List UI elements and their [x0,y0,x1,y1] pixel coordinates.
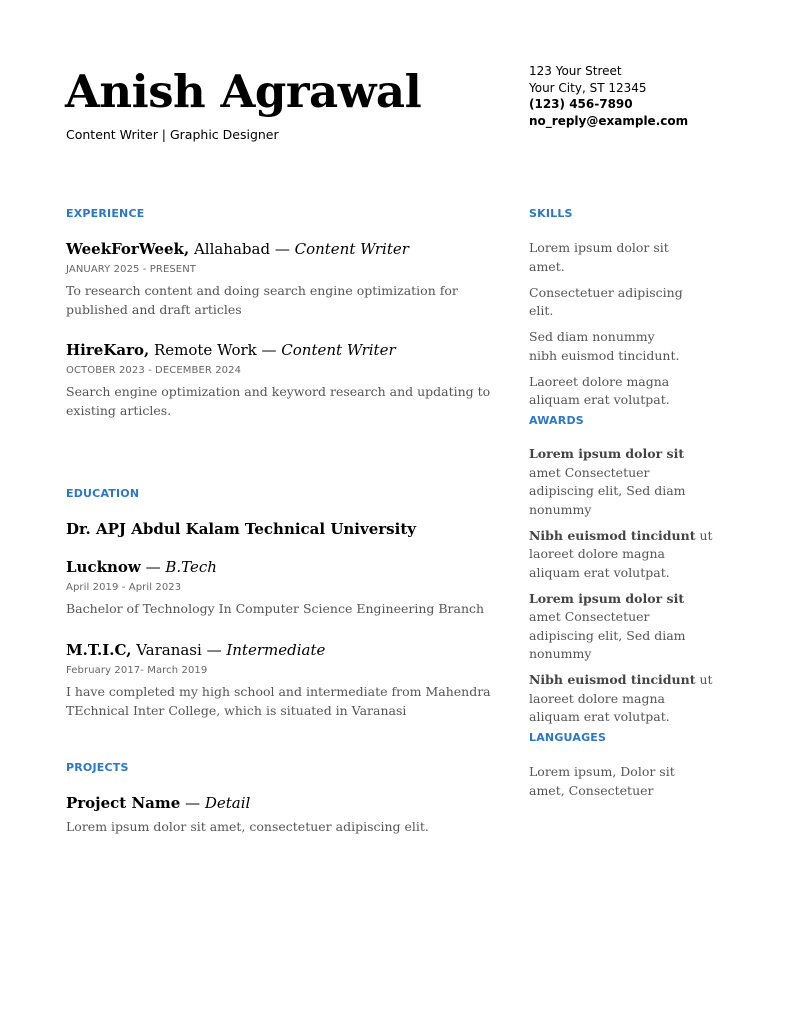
experience-role: Content Writer [281,341,396,359]
experience-org: HireKaro, [66,341,150,359]
candidate-tagline: Content Writer | Graphic Designer [66,127,279,142]
award-text: ut laoreet dolore magna aliquam erat volutpat. [529,672,713,724]
education-dates: February 2017- March 2019 [66,665,208,676]
education-university [66,520,416,538]
award-item [529,590,714,664]
education-role: B.Tech [165,558,217,576]
languages-text: Lorem ipsum, Dolor sit amet, Consectetuer [529,764,675,798]
contact-phone: (123) 456-7890 [529,97,633,111]
education-org: M.T.I.C, [66,641,132,659]
award-text: amet Consectetuer adipiscing elit, Sed diam nonummy [529,609,686,661]
experience-org: WeekForWeek, [66,240,190,258]
project-name: Project Name [66,794,181,812]
project-description: Lorem ipsum dolor sit amet, consectetuer adipiscing elit. [66,819,429,834]
contact-city: Your City, ST 12345 [529,80,647,95]
experience-role: Content Writer [294,240,409,258]
award-item [529,671,714,727]
experience-description: Search engine optimization and keyword research and updating to existing articles. [66,384,491,418]
awards-heading: AWARDS [529,414,584,427]
experience-description: To research content and doing search engine optimization for published and draft articles [66,283,458,317]
education-heading: EDUCATION [66,487,140,500]
experience-dates: JANUARY 2025 - PRESENT [66,264,197,275]
experience-location: Allahabad — [189,240,295,258]
experience-dates: OCTOBER 2023 - DECEMBER 2024 [66,365,242,376]
awards-list [529,445,714,734]
languages-list [529,763,714,808]
education-entry-title [66,641,325,659]
award-item [529,445,714,519]
education-description: I have completed my high school and intermediate from Mahendra TEchnical Inter College, which is situated in Varanasi [66,684,491,718]
project-separator: — [180,794,205,812]
award-title: Lorem ipsum dolor sit [529,590,685,606]
contact-email: no_reply@example.com [529,113,689,128]
award-text: ut laoreet dolore magna aliquam erat volutpat. [529,527,713,580]
skill-item: Lorem ipsum dolor sit amet. [529,240,669,274]
skill-item: Laoreet dolore magna aliquam erat volutpat. [529,373,670,407]
projects-heading: PROJECTS [66,761,129,774]
skills-list [529,239,729,417]
languages-heading: LANGUAGES [529,731,607,744]
skills-heading: SKILLS [529,207,573,220]
education-location: — [140,558,166,576]
education-university-name: Dr. APJ Abdul Kalam Technical University [66,520,416,538]
experience-entry-title [66,341,396,359]
contact-block [529,63,688,129]
education-description: Bachelor of Technology In Computer Science Engineering Branch [66,601,485,616]
education-role: Intermediate [226,641,326,659]
skill-item: Consectetuer adipiscing elit. [529,284,683,318]
project-entry-title [66,794,250,812]
award-text: amet Consectetuer adipiscing elit, Sed diam nonummy [529,464,686,517]
education-dates: April 2019 - April 2023 [66,582,182,593]
project-detail: Detail [204,794,251,812]
education-location: Varanasi — [131,641,227,659]
award-title: Nibh euismod tincidunt [529,672,696,687]
contact-street: 123 Your Street [529,64,622,78]
candidate-name: Anish Agrawal [65,65,422,118]
education-entry-title [66,558,217,576]
experience-heading: EXPERIENCE [66,207,145,220]
skill-item: Sed diam nonummy nibh euismod tincidunt. [529,329,680,363]
award-item [529,527,714,583]
award-title: Nibh euismod tincidunt [529,527,696,543]
education-org: Lucknow [66,558,141,576]
experience-location: Remote Work — [149,341,282,359]
award-title: Lorem ipsum dolor sit [529,446,685,461]
experience-entry-title [66,240,409,258]
